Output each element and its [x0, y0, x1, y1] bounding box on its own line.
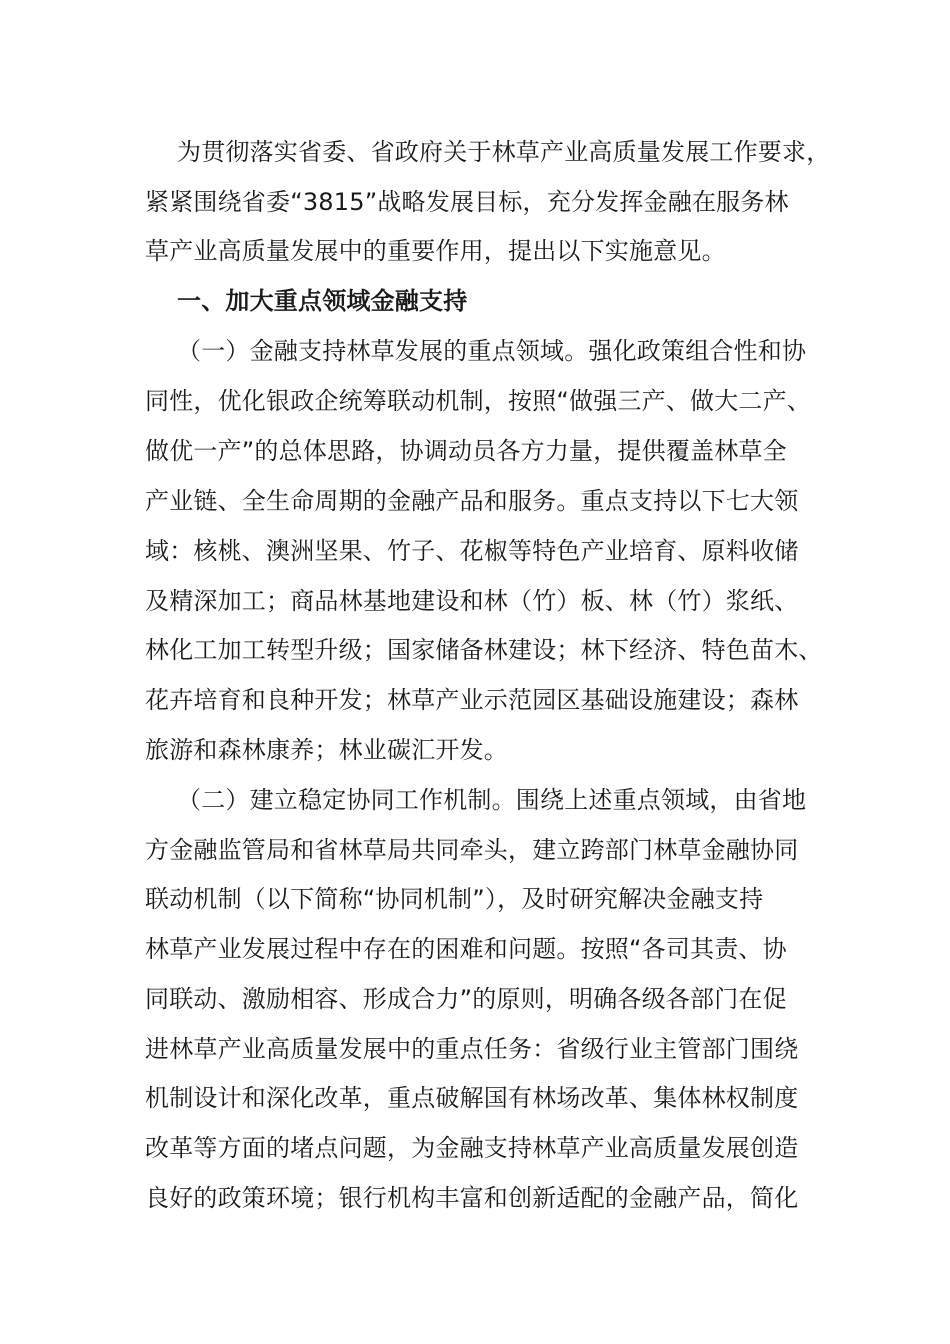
paragraph-line: 域：核桃、澳洲坚果、竹子、花椒等特色产业培育、原料收储	[145, 537, 799, 565]
paragraph-line: 做优一产”的总体思路，协调动员各方力量，提供覆盖林草全	[145, 437, 787, 465]
paragraph-line: 旅游和森林康养；林业碳汇开发。	[145, 736, 508, 764]
intro-line: 紧紧围绕省委“3815”战略发展目标，充分发挥金融在服务林	[145, 188, 789, 216]
paragraph-line: 良好的政策环境；银行机构丰富和创新适配的金融产品，简化	[145, 1184, 799, 1212]
paragraph-line: 机制设计和深化改革，重点破解国有林场改革、集体林权制度	[145, 1084, 799, 1112]
paragraph-line: 改革等方面的堵点问题，为金融支持林草产业高质量发展创造	[145, 1134, 799, 1162]
paragraph-line: （一）金融支持林草发展的重点领域。强化政策组合性和协	[177, 337, 807, 365]
paragraph-line: 方金融监管局和省林草局共同牵头，建立跨部门林草金融协同	[145, 836, 799, 864]
paragraph-line: （二）建立稳定协同工作机制。围绕上述重点领域，由省地	[177, 786, 807, 814]
paragraph-line: 花卉培育和良种开发；林草产业示范园区基础设施建设；森林	[145, 686, 799, 714]
paragraph-line: 同联动、激励相容、形成合力”的原则，明确各级各部门在促	[145, 985, 787, 1013]
paragraph-line: 及精深加工；商品林基地建设和林（竹）板、林（竹）浆纸、	[145, 587, 799, 615]
paragraph-line: 林化工加工转型升级；国家储备林建设；林下经济、特色苗木、	[145, 636, 823, 664]
intro-line: 草产业高质量发展中的重要作用，提出以下实施意见。	[145, 237, 726, 265]
paragraph-line: 同性，优化银政企统筹联动机制，按照“做强三产、做大二产、	[145, 387, 812, 415]
paragraph-line: 林草产业发展过程中存在的困难和问题。按照“各司其责、协	[145, 935, 787, 963]
section-heading: 一、加大重点领域金融支持	[177, 287, 468, 315]
paragraph-line: 产业链、全生命周期的金融产品和服务。重点支持以下七大领	[145, 487, 799, 515]
paragraph-line: 进林草产业高质量发展中的重点任务：省级行业主管部门围绕	[145, 1035, 799, 1063]
intro-line: 为贯彻落实省委、省政府关于林草产业高质量发展工作要求，	[177, 138, 831, 166]
paragraph-line: 联动机制（以下简称“协同机制”），及时研究解决金融支持	[145, 885, 764, 913]
